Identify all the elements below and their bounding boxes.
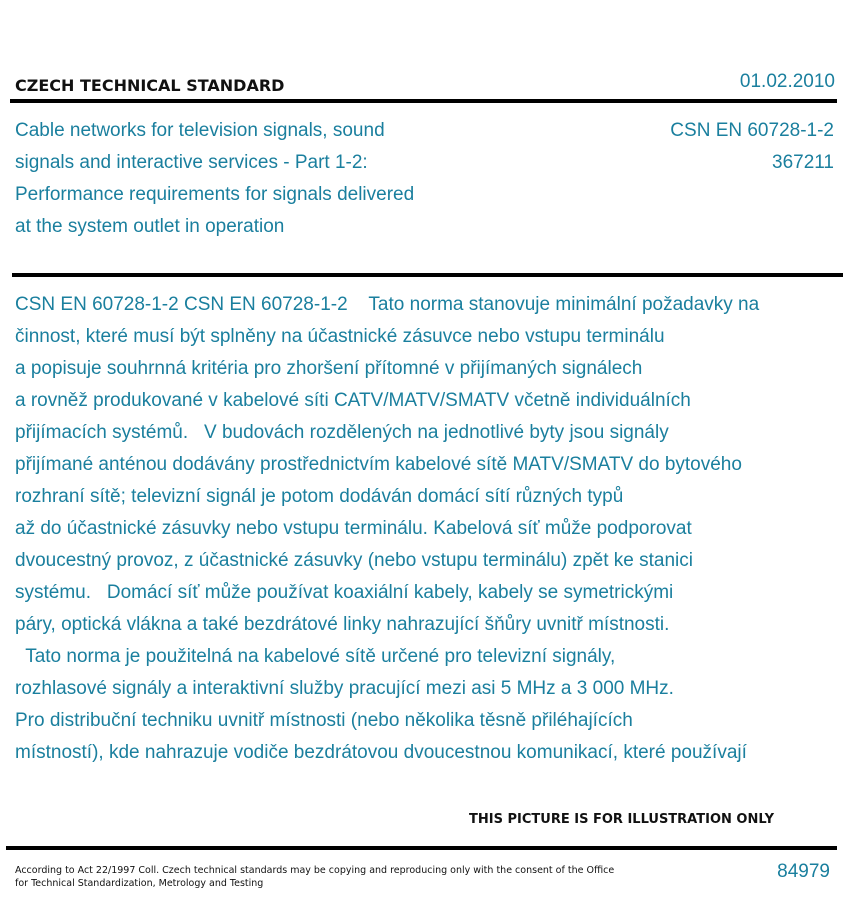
illustration-notice: THIS PICTURE IS FOR ILLUSTRATION ONLY	[469, 812, 774, 827]
copyright-line: for Technical Standardization, Metrology and Testing	[15, 878, 264, 889]
copyright-note	[15, 864, 615, 890]
abstract-line: dvoucestný provoz, z účastnické zásuvky (nebo vstupu terminálu) zpět ke stanici	[15, 550, 693, 571]
abstract-line: činnost, které musí být splněny na účastnické zásuvce nebo vstupu terminálu	[15, 326, 665, 347]
class-number: 367211	[772, 152, 834, 173]
standard-code: CSN EN 60728-1-2	[670, 120, 834, 141]
title-line: Performance requirements for signals delivered	[15, 184, 415, 205]
title-divider	[12, 273, 843, 277]
abstract-line: rozhlasové signály a interaktivní služby pracující mezi asi 5 MHz a 3 000 MHz.	[15, 678, 674, 699]
standard-identifiers	[670, 115, 834, 179]
abstract-line: rozhraní sítě; televizní signál je potom dodáván domácí sítí různých typů	[15, 486, 624, 507]
top-divider	[10, 99, 837, 103]
footer-divider	[6, 846, 837, 850]
abstract-line: a rovněž produkované v kabelové síti CATV/MATV/SMATV včetně individuálních	[15, 390, 691, 411]
abstract-line: CSN EN 60728-1-2 CSN EN 60728-1-2 Tato norma stanovuje minimální požadavky na	[15, 294, 760, 315]
abstract-line: Pro distribuční techniku uvnitř místnosti (nebo několika těsně přiléhajících	[15, 710, 633, 731]
abstract-text	[15, 289, 860, 769]
standard-type-heading: CZECH TECHNICAL STANDARD	[15, 76, 285, 95]
abstract-line: a popisuje souhrnná kritéria pro zhoršení přítomné v přijímaných signálech	[15, 358, 643, 379]
title-line: signals and interactive services - Part 1-2:	[15, 152, 368, 173]
title-line: Cable networks for television signals, sound	[15, 120, 385, 141]
document-number: 84979	[777, 861, 830, 882]
publication-date: 01.02.2010	[739, 71, 835, 92]
abstract-line: páry, optická vlákna a také bezdrátové linky nahrazující šňůry uvnitř místnosti.	[15, 614, 670, 635]
standard-title	[15, 115, 495, 243]
abstract-line: systému. Domácí síť může používat koaxiální kabely, kabely se symetrickými	[15, 582, 674, 603]
abstract-line: až do účastnické zásuvky nebo vstupu terminálu. Kabelová síť může podporovat	[15, 518, 692, 539]
abstract-line: Tato norma je použitelná na kabelové sítě určené pro televizní signály,	[15, 646, 616, 667]
title-line: at the system outlet in operation	[15, 216, 285, 237]
abstract-line: místností), kde nahrazuje vodiče bezdrátovou dvoucestnou komunikací, které používají	[15, 742, 747, 763]
abstract-line: přijímacích systémů. V budovách rozdělených na jednotlivé byty jsou signály	[15, 422, 669, 443]
abstract-line: přijímané anténou dodávány prostřednictvím kabelové sítě MATV/SMATV do bytového	[15, 454, 742, 475]
copyright-line: According to Act 22/1997 Coll. Czech technical standards may be copying and reproducing only with the consent of the Office	[15, 865, 615, 876]
